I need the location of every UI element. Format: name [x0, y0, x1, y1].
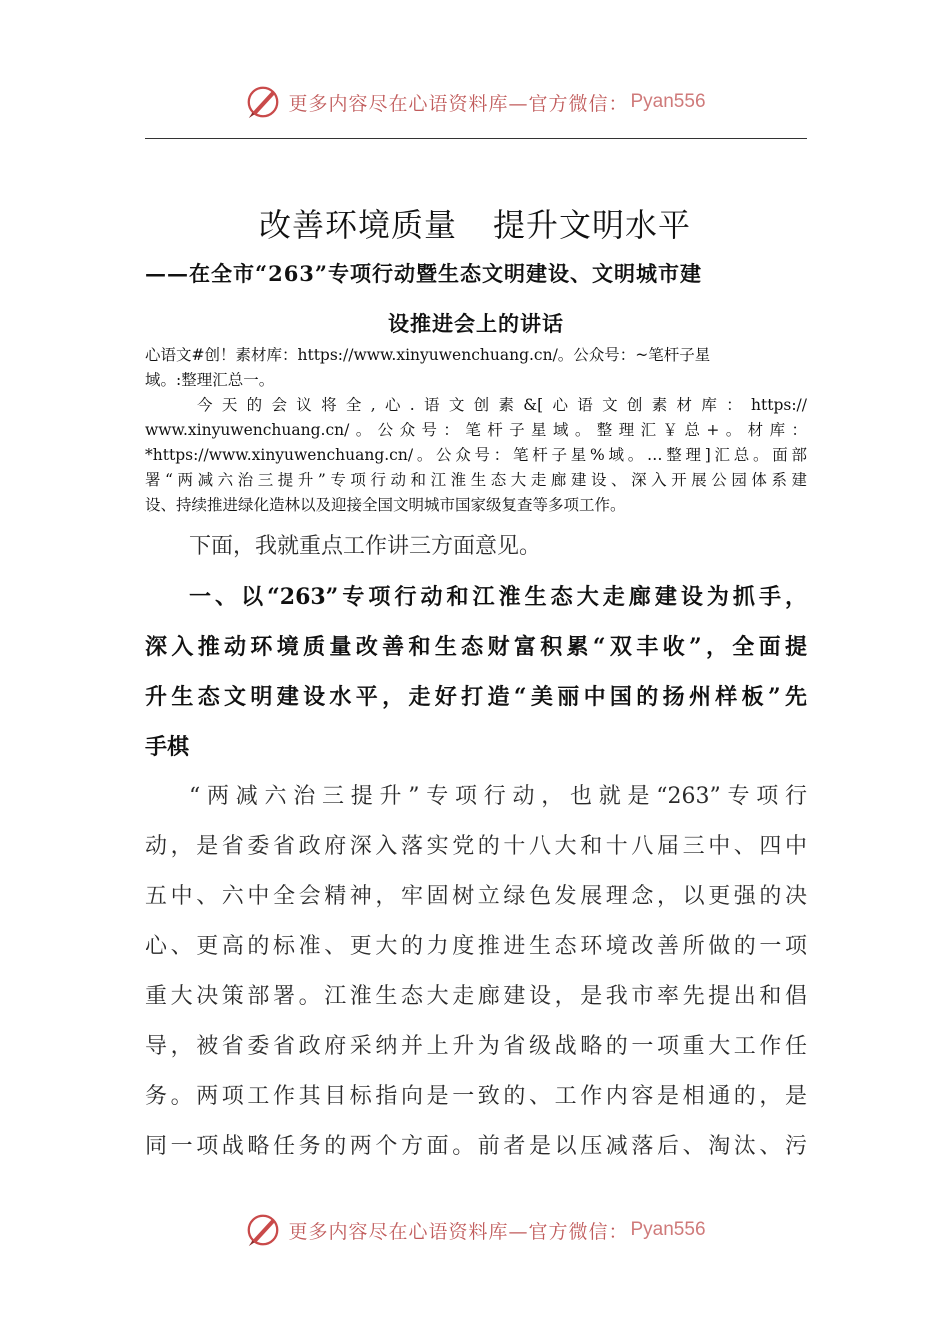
section-heading — [145, 572, 807, 772]
body-paragraph — [145, 772, 807, 1172]
heading-line: 手棋 — [145, 734, 190, 760]
intro-paragraph — [145, 343, 807, 518]
quill-pen-logo-icon — [244, 83, 282, 121]
intro-line: 今天的会议将全,心.语文创素&[心语文创素材库：https:// — [197, 396, 807, 414]
quill-pen-logo-icon — [244, 1211, 282, 1249]
heading-line: 升生态文明建设水平，走好打造“美丽中国的扬州样板”先 — [145, 684, 807, 710]
banner-wechat-id: Pyan556 — [630, 1219, 706, 1240]
paragraph-line: 动，是省委省政府深入落实党的十八大和十八届三中、四中 — [145, 834, 807, 859]
header-divider — [145, 138, 807, 139]
paragraph-line: 务。两项工作其目标指向是一致的、工作内容是相通的，是 — [145, 1084, 807, 1109]
intro-line: 设、持续推进绿化造林以及迎接全国文明城市国家级复查等多项工作。 — [145, 496, 626, 514]
main-body — [145, 522, 807, 1172]
intro-line: 署“两减六治三提升”专项行动和江淮生态大走廊建设、深入开展公园体系建 — [145, 471, 807, 489]
banner-wechat-id: Pyan556 — [630, 91, 706, 112]
subtitle-line-2: 设推进会上的讲话 — [388, 311, 564, 336]
paragraph-line: 同一项战略任务的两个方面。前者是以压减落后、淘汰、污 — [145, 1134, 807, 1159]
page-title — [0, 200, 950, 246]
paragraph-line: 重大决策部署。江淮生态大走廊建设，是我市率先提出和倡 — [145, 984, 807, 1009]
banner-text: 更多内容尽在心语资料库—官方微信： — [288, 92, 629, 115]
title-part-1: 改善环境质量 — [258, 206, 457, 244]
banner-text: 更多内容尽在心语资料库—官方微信： — [288, 1220, 629, 1243]
heading-line: 一、以“263”专项行动和江淮生态大走廊建设为抓手， — [189, 584, 807, 610]
intro-line: 心语文#创！素材库：https://www.xinyuwenchuang.cn/。公众号：~笔杆子星 — [145, 346, 711, 364]
intro-line: *https://www.xinyuwenchuang.cn/。公众号：笔杆子星%域。…整理]汇总。面部 — [145, 446, 807, 464]
header-banner — [0, 80, 950, 124]
paragraph-line: 心、更高的标准、更大的力度推进生态环境改善所做的一项 — [145, 934, 807, 959]
footer-banner — [0, 1208, 950, 1252]
body-intro-line: 下面，我就重点工作讲三方面意见。 — [189, 534, 542, 559]
subtitle-line-1: ——在全市“263”专项行动暨生态文明建设、文明城市建 — [145, 261, 702, 286]
paragraph-line: 五中、六中全会精神，牢固树立绿色发展理念，以更强的决 — [145, 884, 807, 909]
intro-line: 域。:整理汇总一。 — [145, 371, 275, 389]
title-part-2: 提升文明水平 — [493, 206, 692, 244]
paragraph-line: 导，被省委省政府采纳并上升为省级战略的一项重大工作任 — [145, 1034, 807, 1059]
paragraph-line: “两减六治三提升”专项行动，也就是“263”专项行 — [189, 784, 807, 809]
intro-line: www.xinyuwenchuang.cn/。公众号：笔杆子星域。整理汇￥总+。材库： — [145, 421, 807, 439]
heading-line: 深入推动环境质量改善和生态财富积累“双丰收”，全面提 — [145, 634, 807, 660]
